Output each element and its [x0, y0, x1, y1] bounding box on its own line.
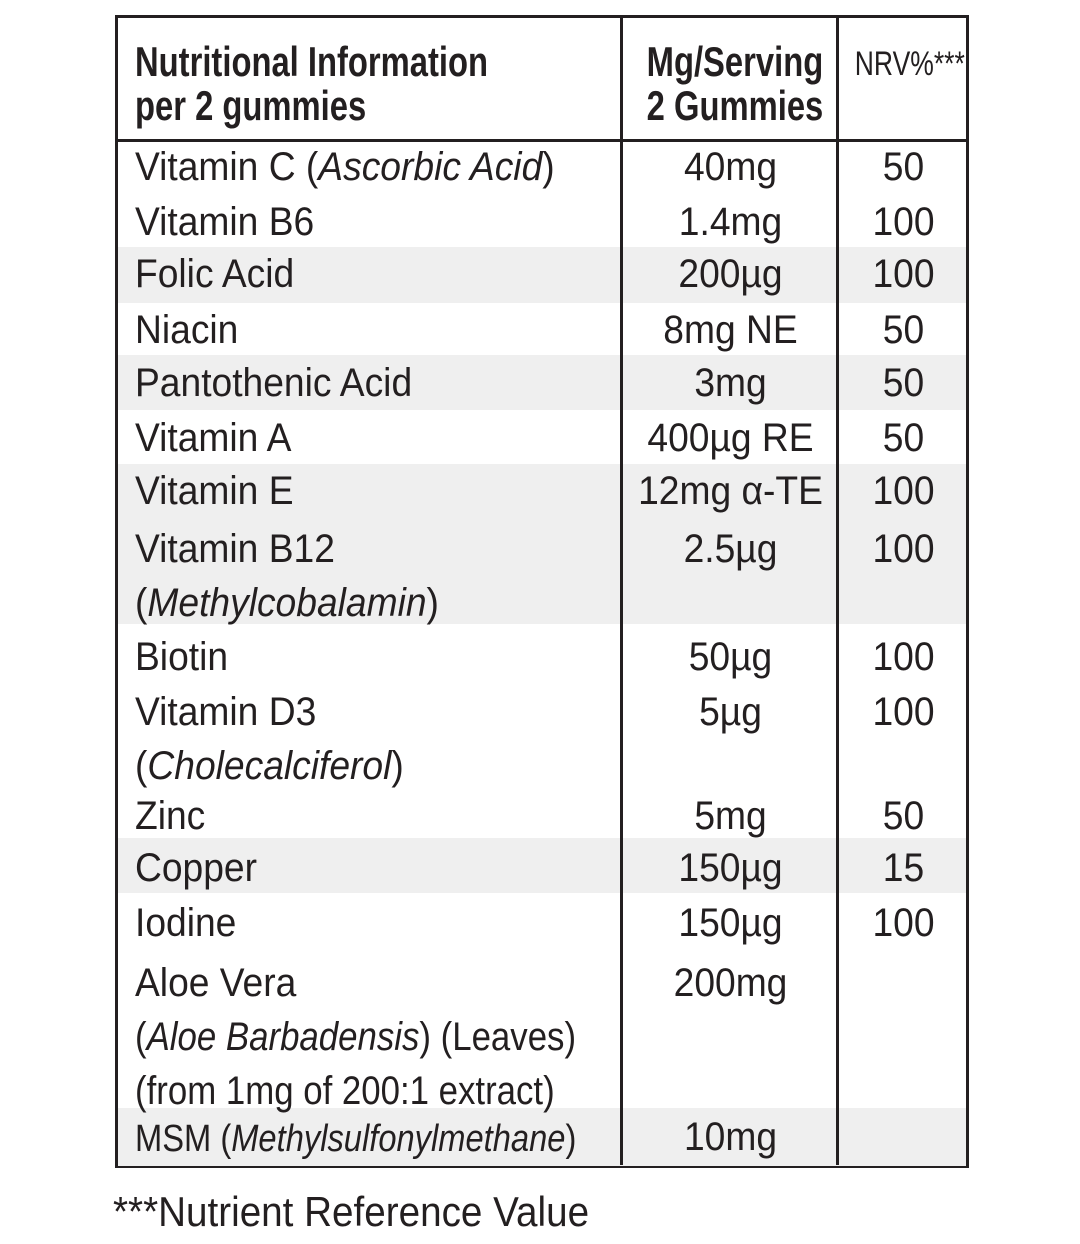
nutrient-amount: 10mg — [683, 1115, 778, 1159]
nutrient-name: Niacin — [135, 308, 239, 352]
nutrient-name: Pantothenic Acid — [135, 361, 413, 405]
header-nrv — [841, 42, 966, 86]
nutrient-name-line3: (from 1mg of 200:1 extract) — [135, 1069, 555, 1113]
nutrient-nrv: 50 — [882, 416, 925, 460]
nutrient-nrv: 50 — [882, 361, 925, 405]
nutrient-nrv: 100 — [872, 527, 935, 571]
nutrient-amount: 8mg NE — [663, 308, 798, 352]
header-nutrient — [135, 40, 620, 128]
nutrient-nrv: 50 — [882, 308, 925, 352]
nutrient-nrv: 15 — [882, 846, 925, 890]
header-nutrient-line2: per 2 gummies — [135, 82, 367, 129]
nutrient-nrv: 50 — [882, 794, 925, 838]
nutrient-amount: 12mg α-TE — [638, 469, 823, 513]
footnote: ***Nutrient Reference Value — [113, 1188, 590, 1235]
nutrient-name-line1: Vitamin B12 — [135, 527, 335, 571]
nutrition-table — [115, 15, 969, 1168]
header-amount — [623, 40, 838, 128]
nutrient-amount: 200mg — [673, 961, 788, 1005]
nutrient-amount: 5µg — [699, 690, 762, 734]
nutrient-name: Biotin — [135, 635, 229, 679]
nutrient-amount: 50µg — [688, 635, 773, 679]
nutrient-name-line2: (Aloe Barbadensis) (Leaves) — [135, 1015, 577, 1059]
nutrient-nrv: 50 — [882, 145, 925, 189]
nutrient-amount: 200µg — [678, 252, 783, 296]
nutrient-nrv: 100 — [872, 200, 935, 244]
nutrient-nrv: 100 — [872, 690, 935, 734]
header-amount-line1: Mg/Serving — [646, 38, 824, 85]
nutrient-name: Vitamin B6 — [135, 200, 315, 244]
header-amount-line2: 2 Gummies — [646, 82, 824, 129]
nutrient-name: Copper — [135, 846, 258, 890]
nutrient-nrv: 100 — [872, 635, 935, 679]
header-nrv-label: NRV%*** — [854, 45, 965, 83]
nutrient-name: Vitamin A — [135, 416, 292, 460]
nutrient-name — [135, 956, 620, 1118]
nutrient-amount: 400µg RE — [647, 416, 814, 460]
nutrient-name: MSM (Methylsulfonylmethane) — [135, 1118, 577, 1160]
column-divider — [836, 18, 839, 1165]
nutrient-amount: 1.4mg — [678, 200, 783, 244]
nutrient-amount: 40mg — [683, 145, 778, 189]
nutrient-name: Vitamin C (Ascorbic Acid) — [135, 145, 555, 189]
nutrient-amount: 5mg — [694, 794, 767, 838]
nutrient-nrv: 100 — [872, 469, 935, 513]
nutrient-amount: 3mg — [694, 361, 767, 405]
nutrient-amount: 150µg — [678, 846, 783, 890]
nutrient-nrv: 100 — [872, 252, 935, 296]
nutrient-name: Zinc — [135, 794, 206, 838]
nutrient-amount: 2.5µg — [683, 527, 778, 571]
nutrient-amount: 150µg — [678, 901, 783, 945]
nutrient-name-line2: (Methylcobalamin) — [135, 581, 439, 625]
nutrient-name-line1: Aloe Vera — [135, 961, 297, 1005]
nutrient-name: Folic Acid — [135, 252, 295, 296]
nutrient-name: Iodine — [135, 901, 237, 945]
nutrient-name-line2: (Cholecalciferol) — [135, 744, 404, 788]
nutrient-name — [135, 685, 586, 793]
nutrient-name-line1: Vitamin D3 — [135, 690, 317, 734]
header-nutrient-line1: Nutritional Information — [135, 38, 489, 85]
nutrient-name — [135, 522, 586, 630]
column-divider — [620, 18, 623, 1165]
nutrient-nrv: 100 — [872, 901, 935, 945]
nutrient-name: Vitamin E — [135, 469, 294, 513]
